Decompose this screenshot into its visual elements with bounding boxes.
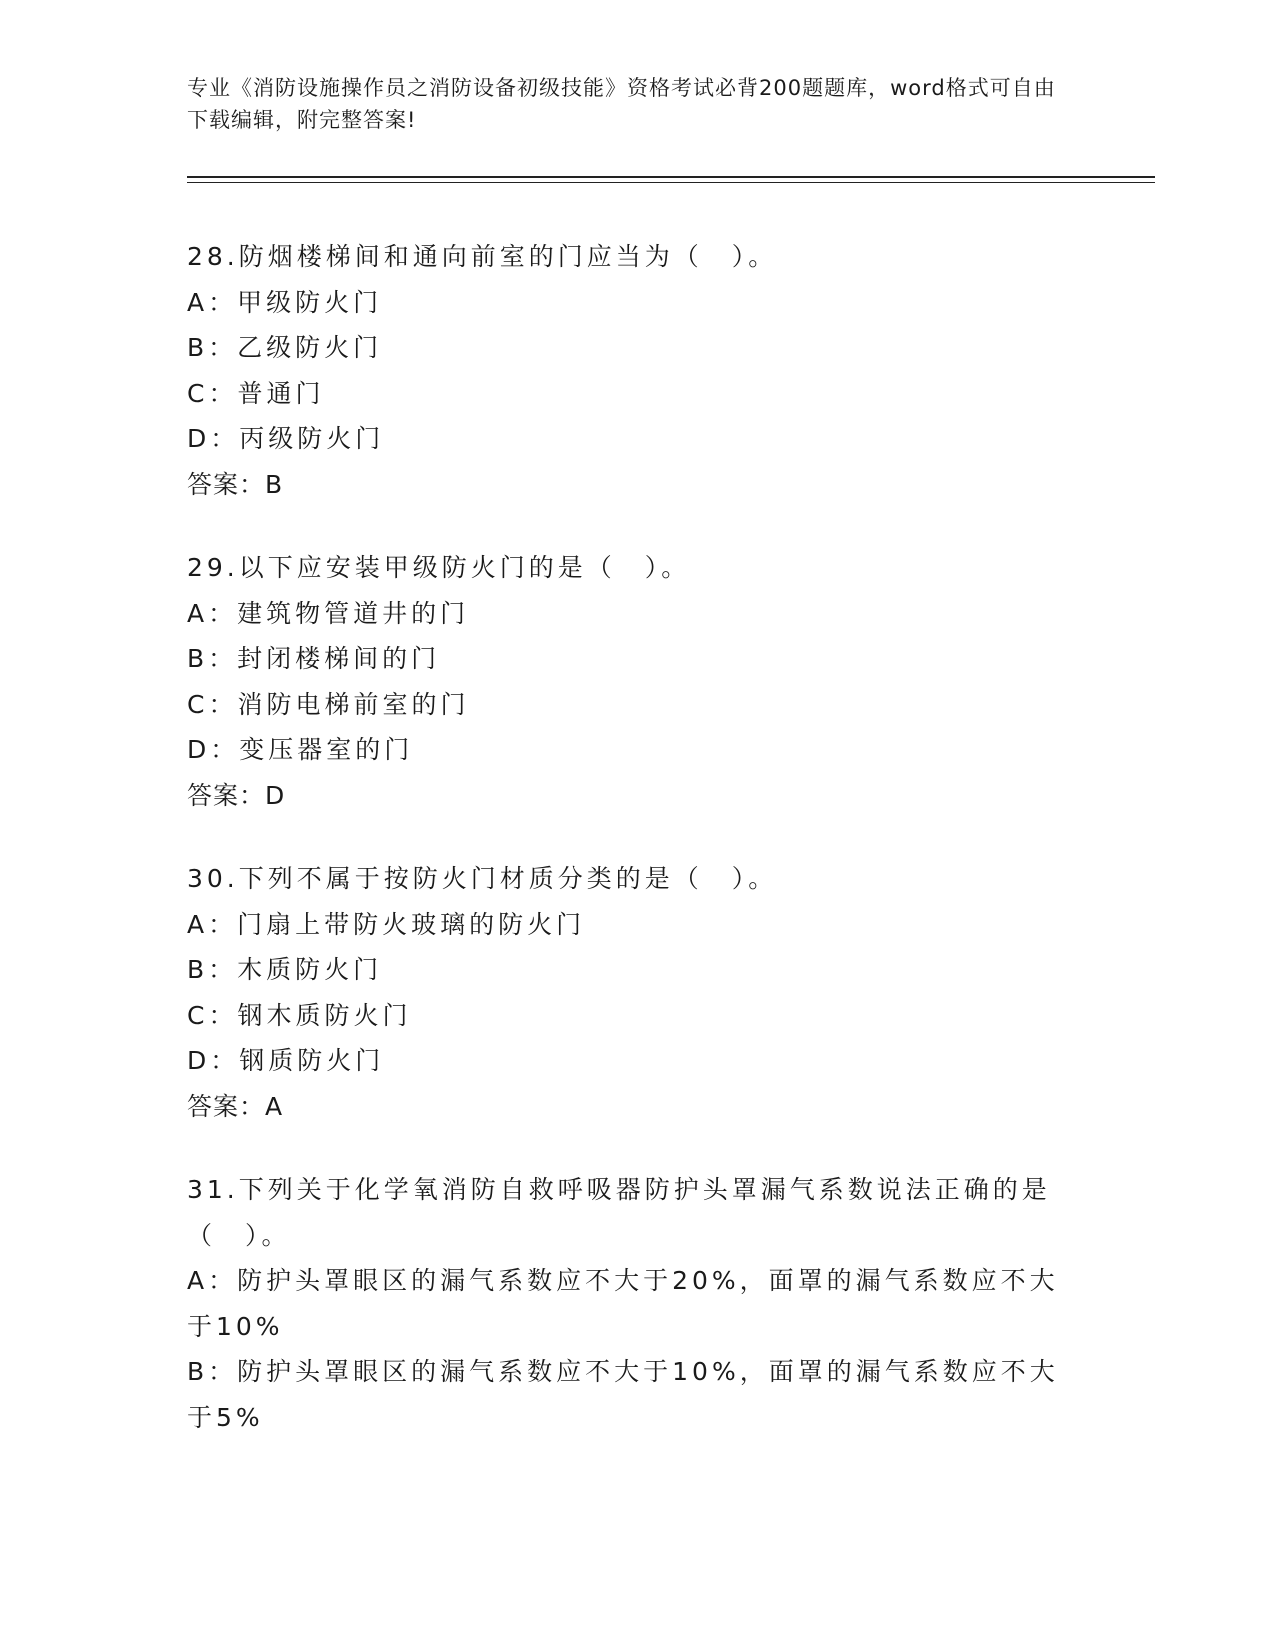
document-header — [187, 72, 1067, 136]
question-stem: 30.下列不属于按防火门材质分类的是（ ）。 — [187, 864, 778, 893]
question-30 — [187, 856, 1077, 1129]
option-c: C：普通门 — [187, 378, 325, 408]
option-a: A：防护头罩眼区的漏气系数应不大于20%，面罩的漏气系数应不大于10% — [187, 1266, 1059, 1341]
question-list — [187, 234, 1077, 1478]
header-divider-thin — [187, 182, 1155, 183]
option-b: B：木质防火门 — [187, 955, 383, 984]
answer: 答案：B — [187, 469, 284, 499]
option-b: B：封闭楼梯间的门 — [187, 644, 441, 673]
header-text: 专业《消防设施操作员之消防设备初级技能》资格考试必背200题题库，word格式可自由下载编辑，附完整答案! — [187, 76, 1056, 132]
answer: 答案：D — [187, 780, 286, 810]
question-stem: 28.防烟楼梯间和通向前室的门应当为（ ）。 — [187, 242, 778, 271]
option-a: A：建筑物管道井的门 — [187, 598, 470, 628]
header-divider-thick — [187, 176, 1155, 178]
question-stem: 29.以下应安装甲级防火门的是（ ）。 — [187, 553, 691, 582]
question-31 — [187, 1167, 1077, 1440]
option-d: D：变压器室的门 — [187, 735, 414, 764]
question-29 — [187, 545, 1077, 818]
option-d: D：钢质防火门 — [187, 1046, 385, 1075]
option-a: A：甲级防火门 — [187, 287, 383, 317]
question-stem: 31.下列关于化学氧消防自救呼吸器防护头罩漏气系数说法正确的是（ ）。 — [187, 1175, 1051, 1250]
option-d: D：丙级防火门 — [187, 424, 385, 453]
option-b: B：乙级防火门 — [187, 333, 383, 362]
option-c: C：消防电梯前室的门 — [187, 689, 470, 719]
option-b: B：防护头罩眼区的漏气系数应不大于10%，面罩的漏气系数应不大于5% — [187, 1357, 1059, 1432]
option-a: A：门扇上带防火玻璃的防火门 — [187, 909, 586, 939]
answer: 答案：A — [187, 1091, 284, 1121]
question-28 — [187, 234, 1077, 507]
option-c: C：钢木质防火门 — [187, 1000, 412, 1030]
